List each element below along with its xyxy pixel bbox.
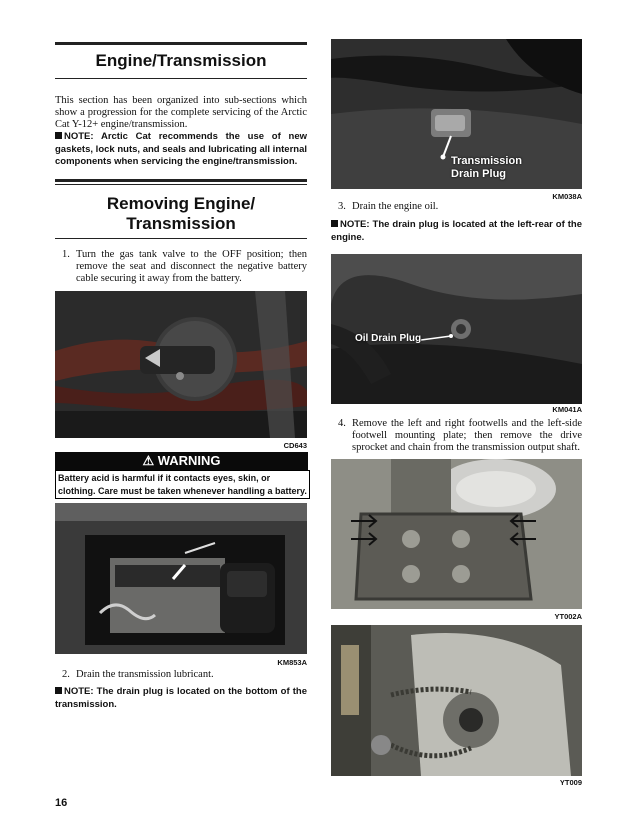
warning-triangle-icon: ⚠ bbox=[142, 453, 155, 468]
photo-drive-sprocket bbox=[331, 625, 582, 776]
warning-header bbox=[55, 452, 308, 470]
step-2 bbox=[62, 669, 307, 681]
note-oil-drain: NOTE: The drain plug is located at the left-rear of the engine. bbox=[331, 219, 582, 243]
step-3-text: Drain the engine oil. bbox=[352, 201, 439, 212]
removing-bottom-rule bbox=[55, 238, 307, 239]
note-gaskets: NOTE: Arctic Cat recommends the use of new gaskets, lock nuts, and seals and lubricating all internal components when servicing the engine/transmission. bbox=[55, 131, 307, 167]
step-3 bbox=[338, 201, 582, 213]
step-4-number: 4. bbox=[338, 418, 346, 429]
page-number: 16 bbox=[55, 797, 68, 809]
bullet-square-icon bbox=[331, 220, 338, 227]
step-1-number: 1. bbox=[62, 249, 70, 260]
figure-code-cd643: CD643 bbox=[283, 441, 307, 450]
photo-transmission-drain-plug bbox=[331, 39, 582, 189]
photo-footwell-plate bbox=[331, 459, 582, 609]
step-2-number: 2. bbox=[62, 669, 70, 680]
bullet-square-icon bbox=[55, 132, 62, 139]
warning-text: Battery acid is harmful if it contacts eyes, skin, or clothing. Care must be taken whenever handling a battery. bbox=[55, 470, 310, 499]
photo-label-line1: Transmission bbox=[451, 155, 522, 167]
note-transmission-drain: NOTE: The drain plug is located on the bottom of the transmission. bbox=[55, 686, 307, 710]
photo-battery bbox=[55, 503, 307, 654]
intro-paragraph: This section has been organized into sub-sections which show a progression for the complete servicing of the Arctic Cat Y-12+ engine/transmission. bbox=[55, 95, 307, 130]
step-2-text: Drain the transmission lubricant. bbox=[76, 669, 214, 680]
photo-gas-tank-valve bbox=[55, 291, 307, 438]
step-3-number: 3. bbox=[338, 201, 346, 212]
step-4-text: Remove the left and right footwells and the left-side footwell mounting plate; then remove the drive sprocket and chain from the transmission output shaft. bbox=[352, 418, 582, 453]
step-4 bbox=[338, 418, 582, 454]
removing-top-rule bbox=[55, 179, 307, 182]
figure-code-km038a: KM038A bbox=[552, 192, 582, 201]
photo-oil-drain-plug bbox=[331, 254, 582, 404]
section-title-engine-transmission: Engine/Transmission bbox=[95, 51, 267, 70]
figure-code-km041a: KM041A bbox=[552, 405, 582, 414]
step-1-text: Turn the gas tank valve to the OFF position; then remove the seat and disconnect the negative battery cable securing it away from the battery. bbox=[76, 249, 307, 284]
figure-code-yt009: YT009 bbox=[559, 778, 582, 787]
section-title-line1: Removing Engine/ bbox=[106, 194, 256, 213]
photo-label-oil-drain-plug: Oil Drain Plug bbox=[355, 333, 422, 344]
photo-label-transmission-drain bbox=[451, 155, 522, 181]
step-1 bbox=[62, 249, 307, 285]
photo-label-line2: Drain Plug bbox=[451, 168, 507, 180]
title-top-rule bbox=[55, 42, 307, 45]
removing-top-rule-thin bbox=[55, 184, 307, 185]
bullet-square-icon bbox=[55, 687, 62, 694]
section-title-removing bbox=[55, 194, 307, 234]
figure-code-km853a: KM853A bbox=[277, 658, 307, 667]
figure-code-yt002a: YT002A bbox=[554, 612, 582, 621]
section-title-line2: Transmission bbox=[126, 214, 236, 233]
title-bottom-rule bbox=[55, 78, 307, 79]
warning-label: WARNING bbox=[157, 453, 221, 468]
